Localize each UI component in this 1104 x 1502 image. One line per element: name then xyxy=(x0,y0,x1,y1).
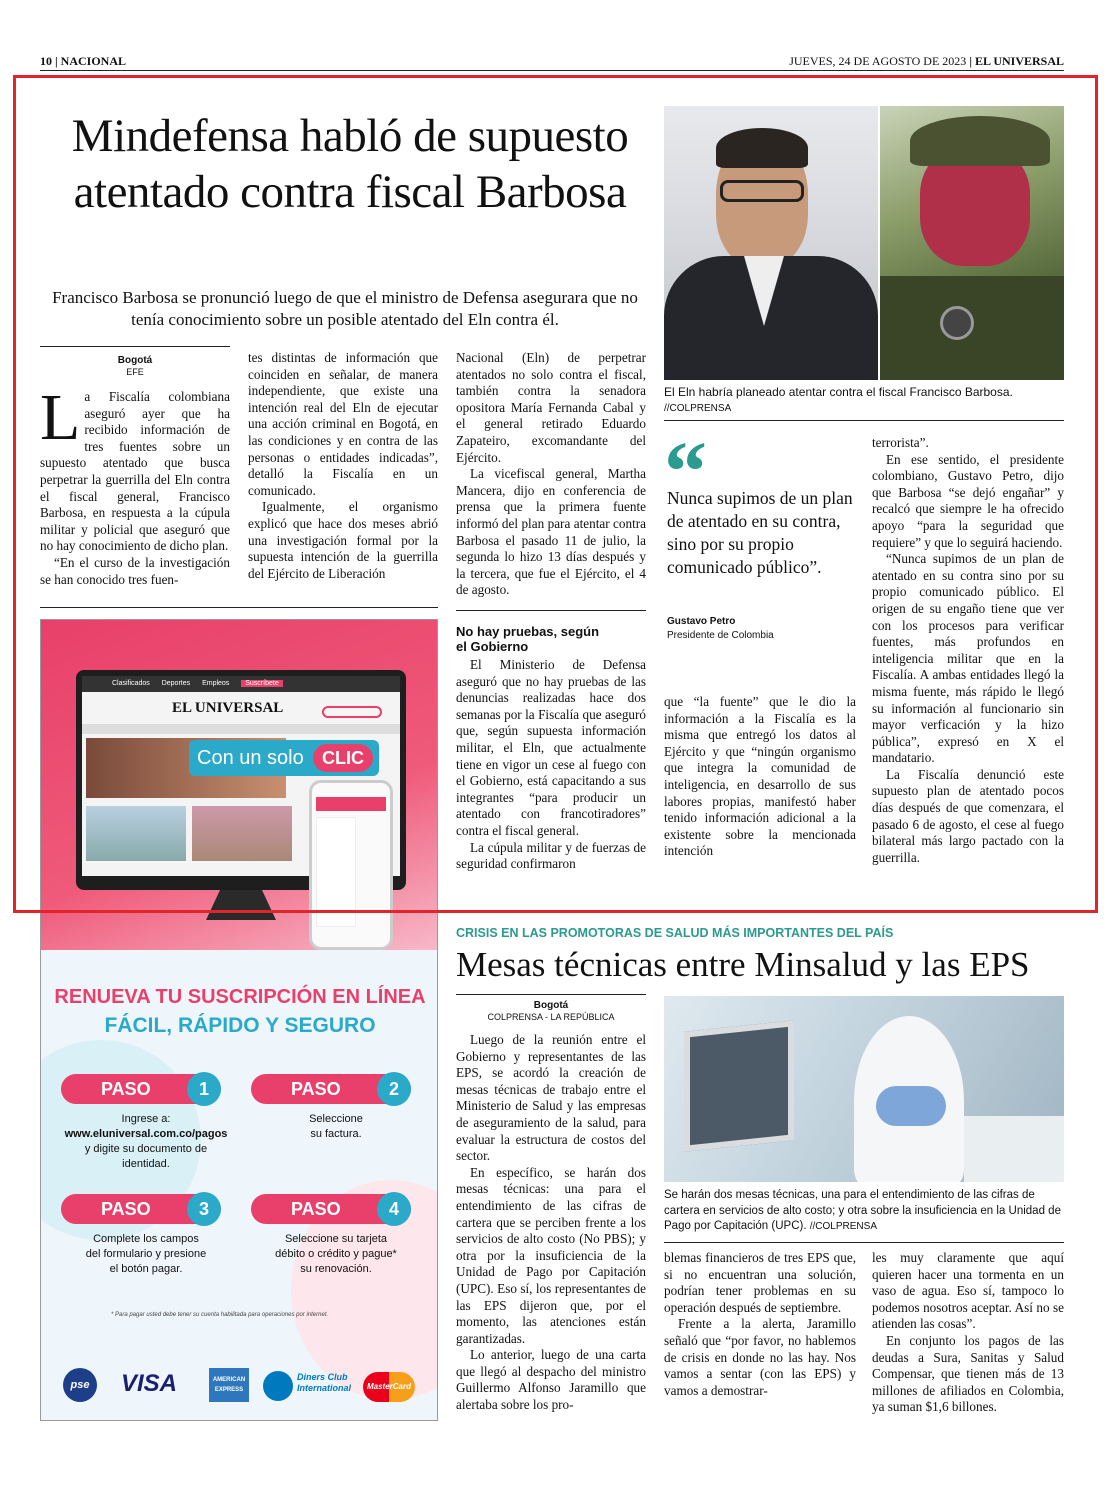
section-subhead: No hay pruebas, según el Gobierno xyxy=(456,624,600,654)
step-2 xyxy=(251,1074,421,1142)
kicker: CRISIS EN LAS PROMOTORAS DE SALUD MÁS IMPORTANTES DEL PAÍS xyxy=(456,926,894,940)
quote-mark: “ xyxy=(664,423,707,519)
step-line: el botón pagar. xyxy=(109,1263,183,1275)
browser-tab: Clasificados xyxy=(112,680,150,687)
step-text xyxy=(251,1232,421,1277)
paragraph: Nacional (Eln) de perpetrar atentados no solo contra el fiscal, también contra la senadora opositora María Fernanda Cabal y el general retirado Eduardo Zapateiro, excomandante del Ejército. xyxy=(456,350,646,465)
paragraph: que “la fuente” que le dio la información a la Fiscalía es la misma que entregó los datos al Ejército y que “ningún organismo que integra la comunidad de inteligencia, en desarrollo de sus labores propias, manifestó haber tenido información adicional a la existente sobre la mencionada intención xyxy=(664,694,856,859)
photo-glove xyxy=(876,1086,946,1126)
highlight-box xyxy=(13,75,1098,913)
header-separator: | xyxy=(55,54,58,68)
browser-tab: Deportes xyxy=(161,680,191,687)
agency: COLPRENSA - LA REPÚBLICA xyxy=(487,1012,615,1022)
paragraph: Frente a la alerta, Jaramillo señaló que “por favor, no hablemos de crisis en donde no las hay. Nos vamos a sentar (con las EPS) y vamos a demostrar- xyxy=(664,1316,856,1398)
step-label: PASO xyxy=(291,1079,341,1099)
paragraph: Igualmente, el organismo explicó que hace dos meses abrió una investigación formal por la supuesta intención de la guerrilla del Ejército de Liberación xyxy=(248,499,438,581)
section-name: NACIONAL xyxy=(60,54,126,68)
dateline: Bogotá xyxy=(533,1000,569,1011)
page-header xyxy=(40,54,1064,70)
paper-name: EL UNIVERSAL xyxy=(974,54,1064,68)
page-number: 10 xyxy=(40,54,52,68)
amex-logo: AMERICAN EXPRESS xyxy=(209,1368,249,1402)
browser-logo: EL UNIVERSAL xyxy=(172,700,284,716)
photo2-caption xyxy=(664,1188,1064,1235)
step-line: del formulario y presione xyxy=(85,1248,207,1260)
step-line: su renovación. xyxy=(300,1263,372,1275)
step-number: 2 xyxy=(377,1072,411,1106)
issue-date: JUEVES, 24 DE AGOSTO DE 2023 xyxy=(789,54,967,68)
step-line: y digite su documento de identidad. xyxy=(84,1143,208,1170)
paragraph: En conjunto los pagos de las deudas a Sura, Sanitas y Salud Compensar, que tienen más de 13 millones de afiliados en Colombia, ya suman $1,6 billones. xyxy=(872,1332,1064,1415)
clic-text: Con un solo xyxy=(197,747,304,769)
diners-logo-icon xyxy=(263,1371,293,1401)
ad-footnote: * Para pagar usted debe tener su cuenta habilitada para operaciones por internet. xyxy=(111,1312,329,1318)
caption-rule xyxy=(664,1242,1064,1243)
article2-column-1 xyxy=(456,1032,646,1414)
paragraph: Lo anterior, luego de una carta que llegó al despacho del ministro Guillermo Alfonso Jaramillo que alertaba sobre los pro- xyxy=(456,1347,646,1413)
step-pill xyxy=(61,1194,221,1224)
paragraph: les muy claramente que aquí quieren hacer una tormenta en un vaso de agua. Eso sí, tampoco lo podemos nosotros aceptar. Así no se atienden las cosas”. xyxy=(872,1250,1064,1332)
header-rule xyxy=(40,70,1064,71)
paragraph: a Fiscalía colombiana aseguró ayer que ha recibido información de tres fuentes sobre un supuesto atentado que busca perpetrar la guerrilla del Eln contra el fiscal general, Francisco Barbosa, en respuesta a la cúpula militar y policial que aseguró que no hay conocimiento de dicho plan. xyxy=(40,389,230,554)
step-pill xyxy=(251,1074,411,1104)
ad-title-1: RENUEVA TU SUSCRIPCIÓN EN LÍNEA xyxy=(54,986,426,1008)
step-line: Seleccione su tarjeta xyxy=(284,1233,388,1245)
pull-quote: Nunca supimos de un plan de atentado en su contra, sino por su propio comunicado público”. xyxy=(667,488,853,577)
quote-role: Presidente de Colombia xyxy=(667,630,774,641)
paragraph: Luego de la reunión entre el Gobierno y representantes de las EPS, se acordó la creación de mesas técnicas de trabajo entre el Ministerio de Salud y las empresas de aseguramiento de la salud, para evaluar la estructura de costos del sector. xyxy=(456,1032,646,1164)
mastercard-logo: MasterCard xyxy=(363,1372,415,1402)
clic-button[interactable]: CLIC xyxy=(313,744,373,772)
step-link[interactable]: www.eluniversal.com.co/pagos xyxy=(64,1128,228,1140)
caption-credit: //COLPRENSA xyxy=(664,403,732,414)
step-line: su factura. xyxy=(310,1128,362,1140)
paragraph: La cúpula militar y de fuerzas de seguridad confirmaron xyxy=(456,839,646,872)
visa-logo: VISA xyxy=(121,1370,178,1397)
article2-column-2 xyxy=(664,1250,856,1399)
caption-text: El Eln habría planeado atentar contra el fiscal Francisco Barbosa. xyxy=(664,385,1013,399)
paragraph: tes distintas de información que coinciden en señalar, de manera independiente, que existe una intención real del Eln de ejecutar una acción criminal en Bogotá, en las condiciones y en contra de las personas o entidades indicadas”, detalló la Fiscalía en un comunicado. xyxy=(248,350,438,498)
header-right xyxy=(789,54,1064,69)
step-label: PASO xyxy=(101,1079,151,1099)
step-4 xyxy=(251,1194,421,1277)
step-line: Complete los campos xyxy=(93,1233,199,1245)
step-pill xyxy=(61,1074,221,1104)
article-headline: Mindefensa habló de supuesto atentado contra fiscal Barbosa xyxy=(71,110,629,218)
step-line: Seleccione xyxy=(309,1113,363,1125)
article-subhead: Francisco Barbosa se pronunció luego de que el ministro de Defensa asegurara que no tenía conocimiento sobre un posible atentado del Eln contra él. xyxy=(52,288,638,329)
paragraph: “Nunca supimos de un plan de atentado en su contra sino por su propio comunicado público. El origen de su engaño tiene que ver con los procesos para verificar fuentes, más profundos en inteligencia militar que en la Fiscalía. A ambas entidades llegó la misma fuente, más rápido le llegó su información al funcionario sin mayor verficación y la hizo pública”, expresó en X el mandatario. xyxy=(872,551,1064,766)
step-text xyxy=(251,1112,421,1142)
photo-monitor xyxy=(684,1020,794,1152)
article2-headline: Mesas técnicas entre Minsalud y las EPS xyxy=(456,945,1030,984)
step-3 xyxy=(61,1194,231,1277)
photo-hospital xyxy=(664,996,1064,1182)
paragraph: El Ministerio de Defensa aseguró que no hay pruebas de las denuncias realizadas hace dos semanas por la Fiscalía que aseguró que, según supuesta información militar, el Eln, que actualmente tiene en vigor un cese al fuego con el Gobierno, está capacitando a sus integrantes “para producir un atentado con francotiradores” contra el fiscal general. xyxy=(456,657,646,838)
step-text xyxy=(61,1112,231,1172)
browser-tab: Empleos xyxy=(202,680,230,687)
caption-text: Se harán dos mesas técnicas, una para el entendimiento de las cifras de cartera en servicios de alto costo; y otra sobre la insuficiencia en la Unidad de Pago por Capitación (UPC). xyxy=(664,1189,1061,1232)
step-number: 3 xyxy=(187,1192,221,1226)
step-line: débito o crédito y pague* xyxy=(275,1248,397,1260)
quote-author: Gustavo Petro xyxy=(667,616,736,627)
ad-title-2: FÁCIL, RÁPIDO Y SEGURO xyxy=(104,1014,376,1037)
paragraph: La vicefiscal general, Martha Mancera, dijo en conferencia de prensa que la primera fuente informó del plan para atentar contra Barbosa el pasado 11 de julio, la segunda lo hizo 13 días después y la tercera, que fue el Ejército, el 4 de agosto. xyxy=(456,466,646,598)
step-pill xyxy=(251,1194,411,1224)
step-number: 1 xyxy=(187,1072,221,1106)
dateline: Bogotá xyxy=(117,355,153,366)
agency: EFE xyxy=(126,367,144,377)
pse-logo: pse xyxy=(63,1368,97,1402)
paragraph: La Fiscalía denunció este supuesto plan de atentado pocos días después de que comenzara, el pasado 6 de agosto, el cese al fuego bilateral más largo pactado con la guerrilla. xyxy=(872,766,1064,865)
photo-bed xyxy=(964,1116,1064,1182)
step-label: PASO xyxy=(291,1199,341,1219)
step-number: 4 xyxy=(377,1192,411,1226)
article2-column-3 xyxy=(872,1250,1064,1416)
paragraph: “En el curso de la investigación se han conocido tres fuen- xyxy=(40,554,230,587)
caption-credit: //COLPRENSA xyxy=(809,1221,877,1232)
step-label: PASO xyxy=(101,1199,151,1219)
paragraph: blemas financieros de tres EPS que, si no encuentran una solución, podrían tener problemas en su operación después de septiembre. xyxy=(664,1250,856,1315)
step-1 xyxy=(61,1074,231,1172)
paragraph: En específico, se harán dos mesas técnicas: una para el entendimiento de las cifras de cartera que se perciben frente a los servicios de alto costo (No PBS); y otra por la insuficiencia de la Unidad de Pago por Capitación (UPC). Eso sí, los representantes de las EPS dijeron que, por el momento, las atenciones están garantizadas. xyxy=(456,1164,646,1346)
header-separator-2: | xyxy=(969,54,972,68)
drop-cap: L xyxy=(40,381,81,454)
paragraph: terrorista”. xyxy=(872,435,929,450)
paragraph: En ese sentido, el presidente colombiano, Gustavo Petro, dijo que Barbosa “se dejó engañar” y recalcó que siempre le ha ofrecido apoyo “para la seguridad que requiere” y que lo seguirá haciendo. xyxy=(872,451,1064,550)
step-line: Ingrese a: xyxy=(121,1113,171,1125)
step-text xyxy=(61,1232,231,1277)
byline-rule xyxy=(456,994,646,995)
diners-logo: Diners Club International xyxy=(297,1372,352,1393)
browser-tab: Suscríbete xyxy=(241,680,282,687)
